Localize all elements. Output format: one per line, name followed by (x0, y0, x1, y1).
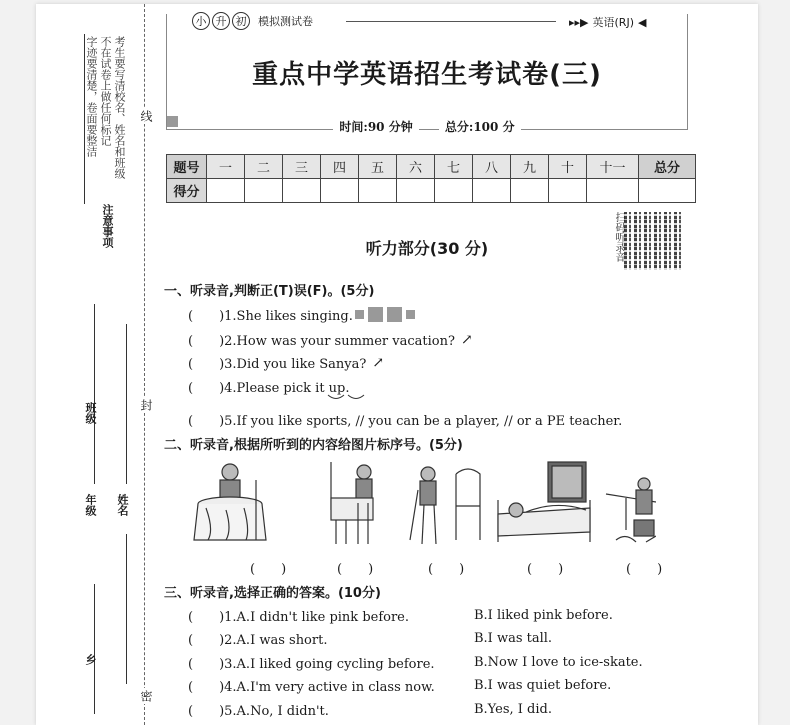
note-3: 字迹要清楚，卷面要整洁 (85, 36, 98, 157)
field-grade: 年级 (84, 494, 97, 516)
note-1: 考生要写清校名、姓名和班级 (113, 36, 126, 179)
part3-item-2 (188, 629, 553, 648)
brand-sub: 模拟测试卷 (258, 15, 313, 28)
cut-char-seal: 封 (139, 399, 153, 411)
col-7: 七 (435, 155, 473, 179)
score-cell[interactable] (359, 179, 397, 203)
col-5: 五 (359, 155, 397, 179)
part1-heading: 一、听录音,判断正(T)误(F)。(5分) (164, 284, 375, 299)
man-eating-icon (194, 464, 266, 540)
notes-title: 注意事项 (101, 204, 114, 248)
part1-item-4-text: ( )4.Please pick it up. (188, 381, 350, 396)
score-cell[interactable] (549, 179, 587, 203)
subject-label: 英语(RJ) (592, 16, 634, 29)
listening-title: 听力部分(30 分) (365, 239, 489, 258)
rising-tone-icon: ↗ (372, 354, 385, 371)
col-2: 二 (245, 155, 283, 179)
score-cell[interactable] (245, 179, 283, 203)
col-6: 六 (397, 155, 435, 179)
part2-paren-1[interactable]: ( ) (250, 562, 287, 577)
time-info: 时间:90 分钟 (333, 120, 418, 134)
part3-item-2-a[interactable]: ( )2.A.I was short. (188, 633, 328, 648)
binding-notes (84, 36, 126, 179)
part3-item-4-a[interactable]: ( )4.A.I'm very active in class now. (188, 680, 435, 695)
part1-item-3-text: ( )3.Did you like Sanya? (188, 357, 367, 372)
part3-item-1-b[interactable]: B.I liked pink before. (474, 608, 613, 623)
child-sleeping-icon (498, 462, 590, 542)
part3-item-2-b[interactable]: B.I was tall. (474, 631, 553, 646)
part2-paren-4[interactable]: ( ) (527, 562, 564, 577)
col-total: 总分 (639, 155, 696, 179)
part2-paren-2[interactable]: ( ) (337, 562, 374, 577)
header-rule (346, 21, 556, 22)
grade-line (94, 304, 95, 484)
liaison-marks-icon (326, 394, 376, 402)
part1-item-5-text: ( )5.If you like sports, // you can be a player, // or a PE teacher. (188, 414, 623, 429)
col-4: 四 (321, 155, 359, 179)
score-table (166, 154, 696, 203)
part3-item-5 (188, 700, 552, 719)
score-cell[interactable] (283, 179, 321, 203)
part1-item-2 (188, 330, 473, 349)
score-cell[interactable] (587, 179, 639, 203)
play-arrows-icon: ▸▸▶ (569, 15, 589, 29)
row-label-number: 题号 (167, 155, 207, 179)
cut-char-close: 密 (139, 690, 153, 702)
part2-paren-3[interactable]: ( ) (428, 562, 465, 577)
part3-item-4 (188, 676, 612, 695)
part1-item-5 (188, 410, 622, 429)
part3-item-3-a[interactable]: ( )3.A.I liked going cycling before. (188, 657, 435, 672)
part1-item-1 (188, 305, 415, 324)
score-cell[interactable] (435, 179, 473, 203)
man-washing-icon (331, 462, 373, 544)
part3-item-3-b[interactable]: B.Now I love to ice-skate. (474, 655, 643, 670)
name-line (126, 324, 127, 484)
part1-item-1-text: ( )1.She likes singing. (188, 309, 353, 324)
part3-item-5-b[interactable]: B.Yes, I did. (474, 702, 552, 717)
part2-heading: 二、听录音,根据所听到的内容给图片标序号。(5分) (164, 438, 463, 453)
part3-item-4-b[interactable]: B.I was quiet before. (474, 678, 612, 693)
name-line-2 (126, 534, 127, 684)
total-score-cell[interactable] (639, 179, 696, 203)
part3-item-1 (188, 606, 613, 625)
qr-label: 扫码听录音 (613, 212, 624, 262)
brand-char-2: 升 (212, 12, 230, 30)
score-cell[interactable] (397, 179, 435, 203)
exam-meta (166, 118, 688, 135)
part3-item-3 (188, 653, 643, 672)
pitch-blocks-icon (355, 307, 415, 322)
col-11: 十一 (587, 155, 639, 179)
score-cell[interactable] (321, 179, 359, 203)
exam-paper (36, 4, 758, 725)
score-info: 总分:100 分 (439, 120, 521, 134)
subject (569, 14, 646, 30)
field-town: 乡 (84, 654, 97, 665)
brand (192, 12, 313, 30)
col-3: 三 (283, 155, 321, 179)
part3-item-5-a[interactable]: ( )5.A.No, I didn't. (188, 704, 329, 719)
col-9: 九 (511, 155, 549, 179)
town-line (94, 584, 95, 714)
part2-pictures (186, 460, 656, 548)
man-sweeping-icon (410, 467, 480, 544)
col-10: 十 (549, 155, 587, 179)
score-cell[interactable] (511, 179, 549, 203)
score-cell[interactable] (207, 179, 245, 203)
part1-item-2-text: ( )2.How was your summer vacation? (188, 334, 455, 349)
field-name: 姓名 (116, 494, 129, 516)
part1-item-3 (188, 353, 384, 372)
row-label-score: 得分 (167, 179, 207, 203)
part3-item-1-a[interactable]: ( )1.A.I didn't like pink before. (188, 610, 410, 625)
brand-char-1: 小 (192, 12, 210, 30)
reverse-arrows-icon: ◀ (638, 15, 647, 29)
rising-tone-icon: ↗ (460, 331, 473, 348)
man-fishing-icon (606, 478, 656, 542)
cut-char-line: 线 (139, 110, 153, 122)
note-2: 不在试卷上做任何标记 (99, 36, 112, 146)
col-8: 八 (473, 155, 511, 179)
part3-heading: 三、听录音,选择正确的答案。(10分) (164, 586, 381, 601)
part2-paren-5[interactable]: ( ) (626, 562, 663, 577)
score-cell[interactable] (473, 179, 511, 203)
field-class: 班级 (84, 402, 97, 424)
col-1: 一 (207, 155, 245, 179)
exam-title: 重点中学英语招生考试卷(三) (252, 60, 602, 90)
brand-char-3: 初 (232, 12, 250, 30)
